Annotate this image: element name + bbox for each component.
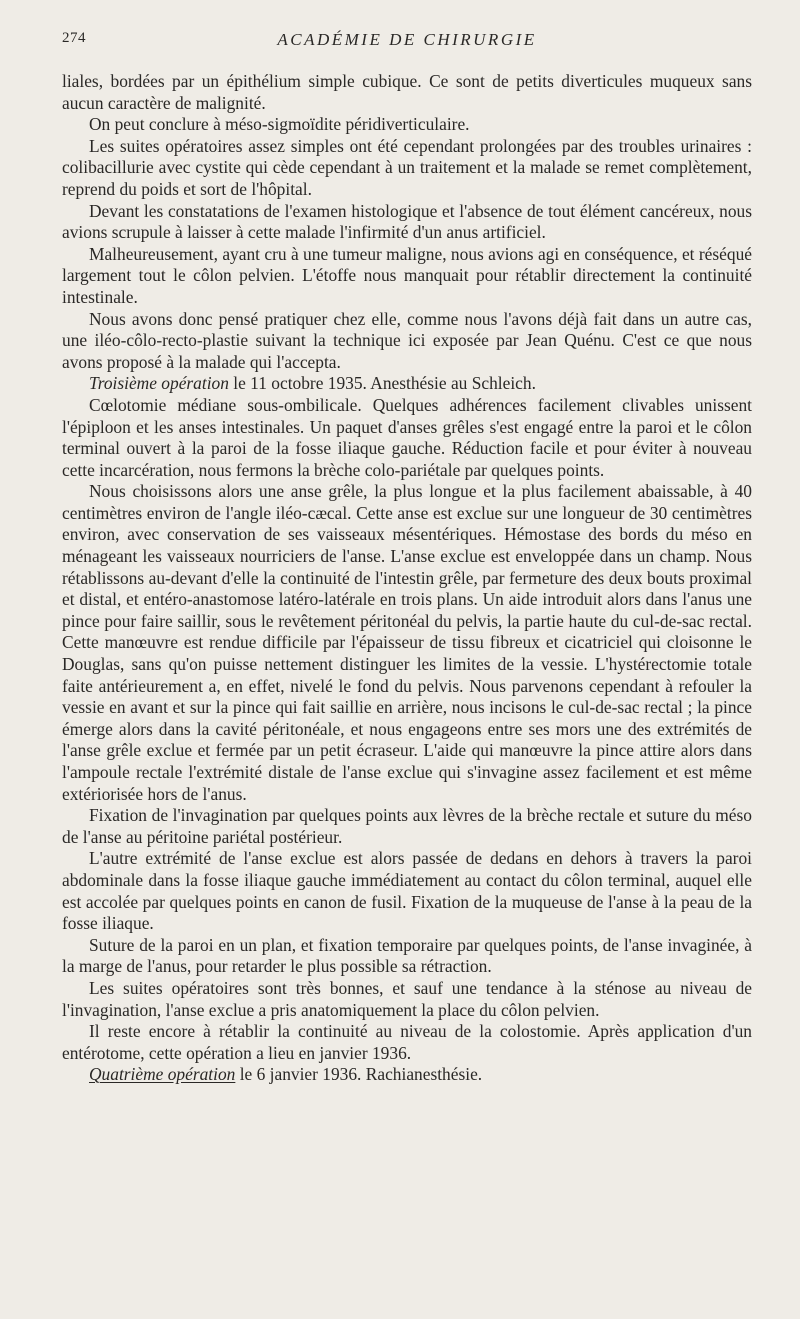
paragraph-text: Devant les constatations de l'examen histologique et l'absence de tout élément cancéreux, nous avions scrupule à laisser à cette malade l'infirmité d'un anus artificiel. (62, 200, 752, 243)
paragraph-text: Fixation de l'invagination par quelques points aux lèvres de la brèche rectale et suture du méso de l'anse au péritoine pariétal postérieur. (62, 805, 752, 847)
paragraph-text: Nous avons donc pensé pratiquer chez elle, comme nous l'avons déjà fait dans un autre cas, une iléo-côlo-recto-plastie suivant la technique ici exposée par Jean Quénu. C'est ce que nous avons proposé à la malade qui l'accepta. (62, 308, 752, 372)
paragraph (62, 1021, 752, 1064)
paragraph (62, 373, 752, 395)
paragraph (62, 244, 752, 309)
paragraph-text: Suture de la paroi en un plan, et fixation temporaire par quelques points, de l'anse invaginée, à la marge de l'anus, pour retarder le plus possible sa rétraction. (62, 934, 752, 977)
paragraph (62, 848, 752, 934)
operation-heading: Quatrième opération (89, 1064, 236, 1085)
paragraph-text: On peut conclure à méso-sigmoïdite péridiverticulaire. (89, 114, 470, 135)
paragraph-text: liales, bordées par un épithélium simple cubique. Ce sont de petits diverticules muqueux sans aucun caractère de malignité. (62, 71, 752, 113)
paragraph (62, 71, 752, 114)
operation-heading: Troisième opération (89, 373, 229, 394)
journal-title: ACADÉMIE DE CHIRURGIE (277, 30, 537, 49)
paragraph-text: Les suites opératoires assez simples ont été cependant prolongées par des troubles urinaires : colibacillurie avec cystite qui cède cependant à un traitement et la malade se remet complètement, reprend du poids et sort de l'hôpital. (62, 135, 752, 199)
paragraph (62, 978, 752, 1021)
running-header (62, 26, 752, 52)
paragraph-text: Il reste encore à rétablir la continuité au niveau de la colostomie. Après application d'un entérotome, cette opération a lieu en janvier 1936. (62, 1021, 752, 1063)
paragraph (62, 481, 752, 805)
body-text (62, 71, 752, 1086)
paragraph-text: L'autre extrémité de l'anse exclue est alors passée de dedans en dehors à travers la paroi abdominale dans la fosse iliaque gauche immédiatement au contact du côlon terminal, auquel elle est accolée par quelques points en canon de fusil. Fixation de la muqueuse de l'anse à la peau de la fosse iliaque. (62, 848, 752, 934)
paragraph-text: Les suites opératoires sont très bonnes, et sauf une tendance à la sténose au niveau de l'invagination, l'anse exclue a pris anatomiquement la place du côlon pelvien. (62, 977, 752, 1020)
paragraph-text: Malheureusement, ayant cru à une tumeur maligne, nous avions agi en conséquence, et réséqué largement tout le côlon pelvien. L'étoffe nous manquait pour rétablir directement la continuité intestinale. (62, 243, 752, 307)
paragraph (62, 935, 752, 978)
page-number: 274 (62, 30, 86, 46)
paragraph (62, 309, 752, 374)
paragraph-text: Cœlotomie médiane sous-ombilicale. Quelques adhérences facilement clivables unissent l'épiploon et les anses intestinales. Un paquet d'anses grêles s'est engagé entre la paroi et le côlon terminal ouvert à la paroi de la fosse iliaque gauche. Réduction facile et pour éviter à nouveau cette incarcération, nous fermons la brèche colo-pariétale par quelques points. (62, 394, 752, 480)
paragraph (62, 136, 752, 201)
paragraph (62, 395, 752, 481)
paragraph (62, 201, 752, 244)
paragraph (62, 1064, 752, 1086)
paragraph-text: Nous choisissons alors une anse grêle, la plus longue et la plus facilement abaissable, à 40 centimètres environ de l'angle iléo-cæcal. Cette anse est exclue sur une longueur de 30 centimètres environ, avec conservation de ses vaisseaux mésentériques. Hémostase des bords du méso en ménageant les vaisseaux nourriciers de l'anse. L'anse exclue est enveloppée dans un champ. Nous rétablissons au-devant d'elle la continuité de l'intestin grêle, par fermeture des deux bouts proximal et distal, et entéro-anastomose latéro-latérale en trois plans. Un aide introduit alors dans l'anus une pince pour faire saillir, sous le revêtement péritonéal du pelvis, la partie haute du cul-de-sac rectal. Cette manœuvre est rendue difficile par l'épaisseur de tissu fibreux et cicatriciel qui cloisonne le Douglas, sans qu'on puisse nettement distinguer les limites de la vessie. L'hystérectomie totale faite antérieurement a, en effet, nivelé le fond du pelvis. Nous parvenons cependant à refouler la vessie en avant et sur la pince qui fait saillie en arrière, nous incisons le cul-de-sac rectal ; la pince émerge alors dans la cavité péritonéale, et nous engageons entre ses mors une des extrémités de l'anse grêle exclue et fermée par un petit écraseur. L'aide qui manœuvre la pince attire alors dans l'ampoule rectale l'extrémité distale de l'anse exclue qui s'invagine assez facilement et est même extériorisée hors de l'anus. (62, 481, 752, 804)
paragraph (62, 805, 752, 848)
paragraph-text: le 11 octobre 1935. Anesthésie au Schleich. (228, 373, 536, 394)
paragraph-text: le 6 janvier 1936. Rachianesthésie. (235, 1064, 483, 1085)
paragraph (62, 114, 752, 136)
